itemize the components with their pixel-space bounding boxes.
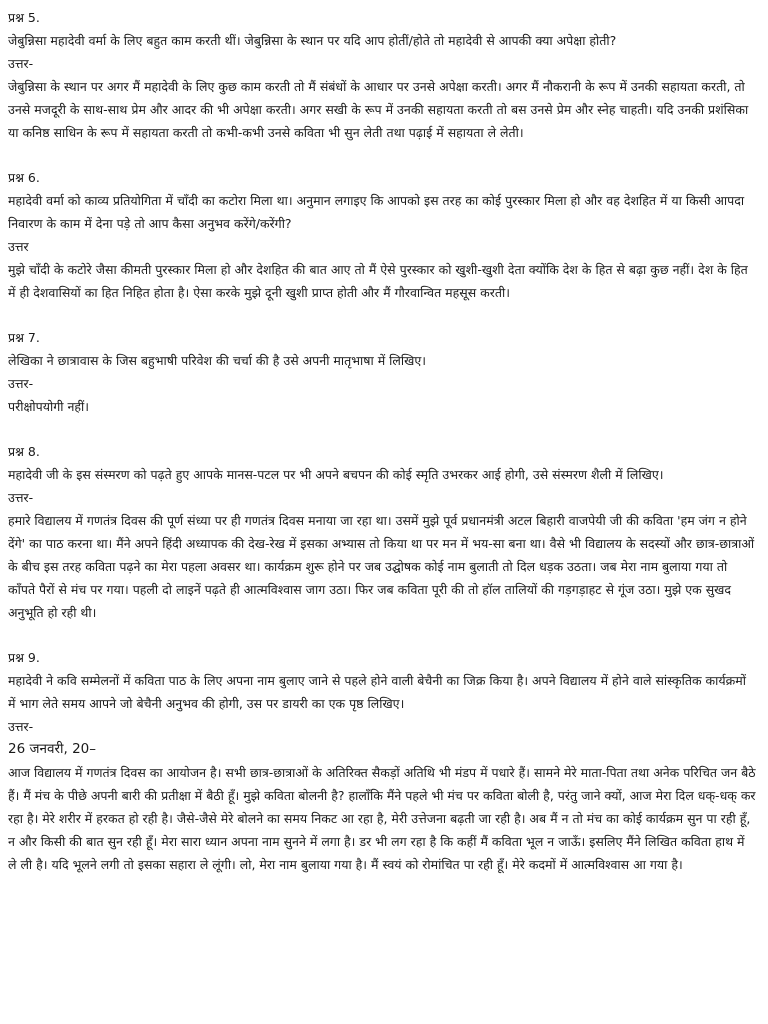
question-number: प्रश्न 7. — [8, 330, 40, 345]
question-text: महादेवी ने कवि सम्मेलनों में कविता पाठ के लिए अपना नाम बुलाए जाने से पहले होने वाली बेचैनी का जिक्र किया है। अपने विद्यालय में होने वाले सांस्कृतिक कार्यक्रमों में भाग लेते समय आपने जो बेचैनी अनुभव की होगी, उस पर डायरी का एक पृष्ठ लिखिए। — [8, 673, 746, 711]
question-block-9 — [8, 646, 756, 876]
answer-label: उत्तर- — [8, 56, 34, 71]
answer-text: आज विद्यालय में गणतंत्र दिवस का आयोजन है। सभी छात्र-छात्राओं के अतिरिक्त सैकड़ों अतिथि भी मंडप में पधारे हैं। सामने मेरे माता-पिता तथा अनेक परिचित जन बैठे हैं। मैं मंच के पीछे अपनी बारी की प्रतीक्षा में बैठी हूँ। मुझे कविता बोलनी है? हालाँकि मैंने पहले भी मंच पर कविता बोली है, परंतु जाने क्यों, आज मेरा दिल धक्-धक् कर रहा है। मेरे शरीर में हरकत हो रही है। जैसे-जैसे मेरे बोलने का समय निकट आ रहा है, मेरी उत्तेजना बढ़ती जा रही है। अब मैं न तो मंच का कोई कार्यक्रम सुन पा रही हूँ, न और किसी की बात सुन रही हूँ। मेरा सारा ध्यान अपना नाम सुनने में लगा है। डर भी लग रहा है कि कहीं मैं कविता भूल न जाऊँ। इसलिए मैंने लिखित कविता हाथ में ले ली है। यदि भूलने लगी तो इसका सहारा ले लूंगी। लो, मेरा नाम बुलाया गया है। मैं स्वयं को रोमांचित पा रही हूँ। मेरे कदमों में आत्मविश्वास आ गया है। — [8, 765, 756, 872]
answer-label: उत्तर- — [8, 719, 34, 734]
answer-text: परीक्षोपयोगी नहीं। — [8, 399, 90, 414]
question-block-7 — [8, 326, 756, 418]
diary-date: 26 जनवरी, 20– — [8, 741, 97, 757]
question-block-6 — [8, 166, 756, 304]
answer-text: मुझे चाँदी के कटोरे जैसा कीमती पुरस्कार मिला हो और देशहित की बात आए तो मैं ऐसे पुरस्कार को खुशी-खुशी देता क्योंकि देश के हित से बढ़ा कुछ नहीं। देश के हित में ही देशवासियों का हित निहित होता है। ऐसा करके मुझे दूनी खुशी प्राप्त होती और मैं गौरवान्वित महसूस करती। — [8, 262, 748, 300]
question-text: लेखिका ने छात्रावास के जिस बहुभाषी परिवेश की चर्चा की है उसे अपनी मातृभाषा में लिखिए। — [8, 353, 426, 368]
answer-label: उत्तर — [8, 239, 29, 254]
question-number: प्रश्न 9. — [8, 650, 40, 665]
question-text: महादेवी जी के इस संस्मरण को पढ़ते हुए आपके मानस-पटल पर भी अपने बचपन की कोई स्मृति उभरकर आई होगी, उसे संस्मरण शैली में लिखिए। — [8, 467, 664, 482]
question-number: प्रश्न 5. — [8, 10, 40, 25]
question-text: जेबुन्निसा महादेवी वर्मा के लिए बहुत काम करती थीं। जेबुन्निसा के स्थान पर यदि आप होतीं/होते तो महादेवी से आपकी क्या अपेक्षा होती? — [8, 33, 617, 48]
answer-label: उत्तर- — [8, 490, 34, 505]
question-block-8 — [8, 440, 756, 624]
answer-text: जेबुन्निसा के स्थान पर अगर मैं महादेवी के लिए कुछ काम करती तो मैं संबंधों के आधार पर उनसे अपेक्षा करती। अगर मैं नौकरानी के रूप में उनकी सहायता करती, तो उनसे मजदूरी के साथ-साथ प्रेम और आदर की भी अपेक्षा करती। अगर सखी के रूप में उनकी सहायता करती तो बस उनसे प्रेम और स्नेह चाहती। यदि उनकी प्रशंसिका या कनिष्ठ साधिन के रूप में सहायता करती तो कभी-कभी उनसे कविता भी सुन लेती तथा पढ़ाई में सहायता ले लेती। — [8, 79, 749, 140]
question-text: महादेवी वर्मा को काव्य प्रतियोगिता में चाँदी का कटोरा मिला था। अनुमान लगाइए कि आपको इस तरह का कोई पुरस्कार मिला हो और वह देशहित में या किसी आपदा निवारण के काम में देना पड़े तो आप कैसा अनुभव करेंगे/करेंगी? — [8, 193, 745, 231]
question-number: प्रश्न 6. — [8, 170, 40, 185]
answer-label: उत्तर- — [8, 376, 34, 391]
question-number: प्रश्न 8. — [8, 444, 40, 459]
answer-text: हमारे विद्यालय में गणतंत्र दिवस की पूर्ण संध्या पर ही गणतंत्र दिवस मनाया जा रहा था। उसमें मुझे पूर्व प्रधानमंत्री अटल बिहारी वाजपेयी जी की कविता 'हम जंग न होने देंगे' का पाठ करना था। मैंने अपने हिंदी अध्यापक की देख-रेख में इसका अभ्यास तो किया था पर मन में भय-सा बना था। वैसे भी विद्यालय के सदस्यों और छात्र-छात्राओं के बीच इस तरह कविता पढ़ने का मेरा पहला अवसर था। कार्यक्रम शुरू होने पर जब उद्घोषक कोई नाम बुलाती तो दिल धड़क उठता। जब मेरा नाम बुलाया गया तो काँपते पैरों से मंच पर गया। पहली दो लाइनें पढ़ते ही आत्मविश्वास जाग उठा। फिर जब कविता पूरी की तो हॉल तालियों की गड़गड़ाहट से गूंज उठा। मुझे एक सुखद अनुभूति हो रही थी। — [8, 513, 755, 620]
question-block-5 — [8, 6, 756, 144]
